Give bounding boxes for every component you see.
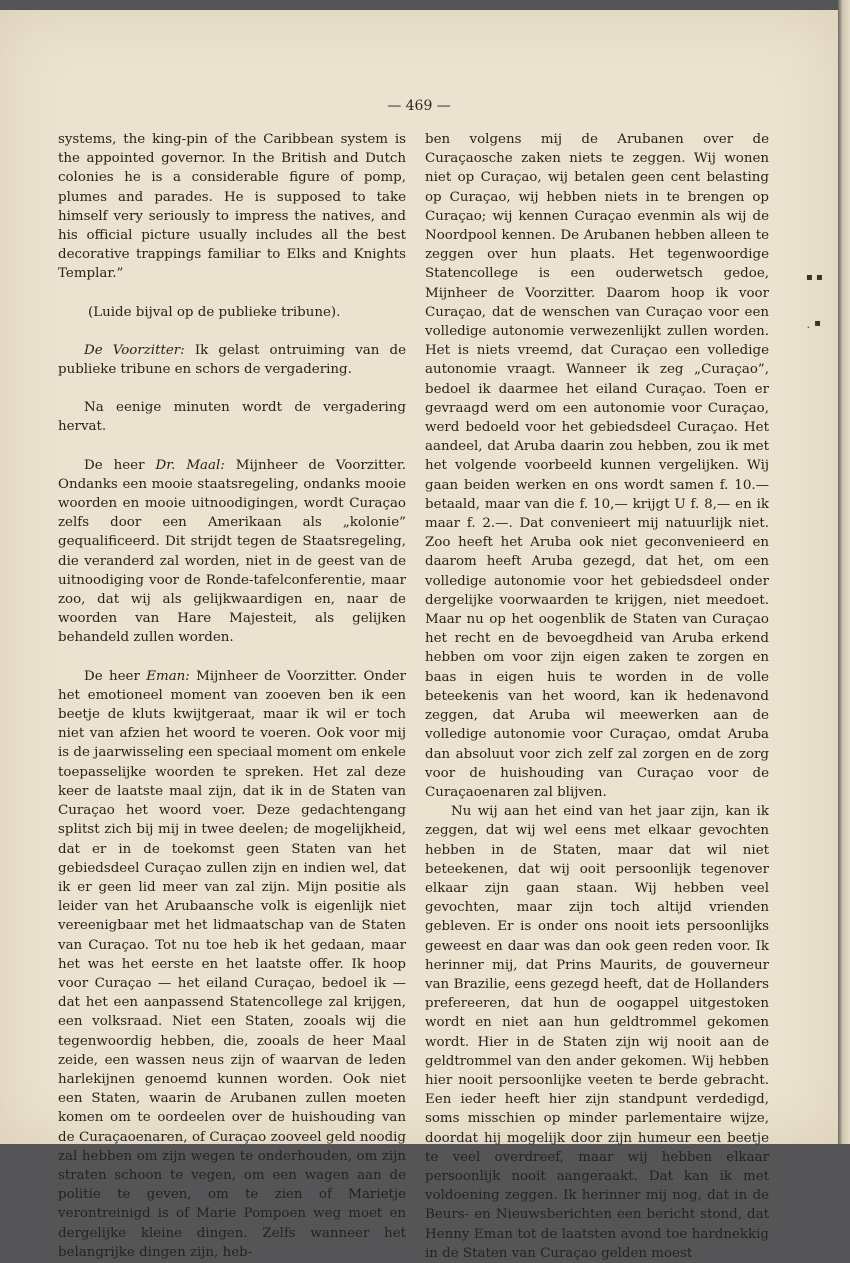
margin-mark: ˛ ▪ [806,318,821,329]
speaker-prefix: De heer [84,457,145,473]
paragraph: systems, the king-pin of the Caribbean system is the appointed governor. In the British and Dutch colonies he is a considerable figure of pomp, plumes and parades. He is supposed to take himself very seriously to impress the natives, and his official picture usually includes all the best decorative trappings familiar to Elks and Knights Templar.” [58,132,406,282]
speech-text: Ik gelast ontruiming van de publieke tribune en schors de vergadering. [58,342,406,378]
paragraph [58,667,406,1262]
left-column [58,130,406,1262]
paragraph [58,341,406,379]
speech-text: Mijnheer de Voorzitter. Onder het emotioneel moment van zooeven ben ik een beetje de kluts kwijtgeraat, maar ik wil er toch niet van afzien het woord te voeren. Ook voor mij is de jaarwisseling een speciaal moment om enkele toepasselijke woorden te spreken. Het zal deze keer de laatste maal zijn, dat ik in de Staten van Curaçao het woord voer. Deze gedachtengang splitst zich bij mij in twee deelen; de mogelijkheid, dat er in de toekomst geen Staten van het gebiedsdeel Curaçao zullen zijn en indien wel, dat ik er geen lid meer van zal zijn. Mijn positie als leider van het Arubaansche volk is eigenlijk niet vereenigbaar met het lidmaatschap van de Staten van Curaçao. Tot nu toe heb ik het gedaan, maar het was het eerste en het laatste offer. Ik hoop voor Curaçao — het eiland Curaçao, bedoel ik — dat het een aanpassend Statencollege zal krijgen, een volksraad. Niet een Staten, zooals wij die tegenwoordig hebben, die, zooals de heer Maal zeide, een wassen neus zijn of waarvan de leden harlekijnen genoemd kunnen worden. Ook niet een Staten, waarin de Arubanen zullen moeten komen om te oordeelen over de huishouding van de Curaçaoenaren, of Curaçao zooveel geld noodig zal hebben om zijn wegen te onderhouden, om zijn straten schoon te vegen, om een wagen aan de politie te geven, om te zien of Marietje verontreinigd is of Marie Pompoen weg moet en dergelijke kleine dingen. Zelfs wanneer het belangrijke dingen zijn, heb- [58,668,406,1260]
document-page [0,10,838,1261]
speaker-name: Eman: [146,668,190,684]
speaker-name: De Voorzitter: [84,342,185,358]
page-number: — 469 — [387,98,451,114]
margin-mark: ▪ ▪ [806,272,823,283]
paragraph: Na eenige minuten wordt de vergadering hervat. [58,400,406,435]
paragraph: Nu wij aan het eind van het jaar zijn, kan ik zeggen, dat wij wel eens met elkaar gevochten hebben in de Staten, maar dat wil niet beteekenen, dat wij ooit persoonlijk tegenover elkaar zijn gaan staan. Wij hebben veel gevochten, maar zijn toch altijd vrienden gebleven. Er is onder ons nooit iets persoonlijks geweest en daar was dan ook geen reden voor. Ik herinner mij, dat Prins Maurits, de gouverneur van Brazilie, eens gezegd heeft, dat de Hollanders prefereeren, dat hun de oogappel uitgestoken wordt en niet aan hun geldtrommel gekomen wordt. Hier in de Staten zijn wij nooit aan de geldtrommel van den ander gekomen. Wij hebben hier nooit persoonlijke veeten te berde gebracht. Een ieder heeft hier zijn standpunt verdedigd, soms misschien op minder parlementaire wijze, doordat hij mogelijk door zijn humeur een beetje te veel overdreef, maar wij hebben elkaar persoonlijk nooit aangeraakt. Dat kan ik met voldoening zeggen. Ik herinner mij nog, dat in de Beurs- en Nieuwsberichten een bericht stond, dat Henny Eman tot de laatsten avond toe hardnekkig in de Staten van Curaçao gelden moest [425,804,769,1261]
paragraph [58,456,406,648]
paragraph: ben volgens mij de Arubanen over de Curaçaosche zaken niets te zeggen. Wij wonen niet op Curaçao, wij betalen geen cent belasting op Curaçao, wij hebben niets in te brengen op Curaçao; wij kennen Curaçao evenmin als wij de Noordpool kennen. De Arubanen hebben alleen te zeggen over hun plaats. Het tegenwoordige Statencollege is een ouderwetsch gedoe, Mijnheer de Voorzitter. Daarom hoop ik voor Curaçao, dat de wenschen van Curaçao voor een volledige autonomie verwezenlijkt zullen worden. Het is niets vreemd, dat Curaçao een volledige autonomie vraagt. Wanneer ik zeg „Curaçao”, bedoel ik daarmee het eiland Curaçao. Toen er gevraagd werd om een autonomie voor Curaçao, werd bedoeld voor het gebiedsdeel Curaçao. Het aandeel, dat Aruba daarin zou hebben, zou ik met het volgende voorbeeld kunnen vergelijken. Wij gaan beiden werken en ons wordt samen f. 10.— betaald, maar van die f. 10,— krijgt U f. 8,— en ik maar f. 2.—. Dat convenieert mij natuurlijk niet. Zoo heeft het Aruba ook niet geconvenieerd en daarom heeft Aruba gezegd, dat het, om een volledige autonomie voor het gebiedsdeel onder dergelijke voorwaarden te krijgen, niet meedoet. Maar nu op het oogenblik de Staten van Curaçao het recht en de bevoegdheid van Aruba erkend hebben om voor zijn eigen zaken te zorgen en baas in eigen huis te worden in de volle beteekenis van het woord, kan ik hedenavond zeggen, dat Aruba wil meewerken aan de volledige autonomie voor Curaçao, omdat Aruba dan absoluut voor zich zelf zal zorgen en de zorg voor de huishouding van Curaçao voor de Curaçaoenaren zal blijven. [425,132,769,800]
page-edge [838,0,850,1144]
speaker-name: Dr. Maal: [155,457,225,473]
speaker-prefix: De heer [84,668,140,684]
speech-text: Mijnheer de Voorzitter. Ondanks een mooie staatsregeling, ondanks mooie woorden en mooie uitnoodigingen, wordt Curaçao zelfs door een Amerikaan als „kolonie” gequalificeerd. Dit strijdt tegen de Staatsregeling, die veranderd zal worden, niet in de geest van de uitnoodiging voor de Ronde-tafelconferentie, maar zoo, dat wij als gelijkwaardigen en, naar de woorden van Hare Majesteit, als gelijken behandeld zullen worden. [58,457,407,646]
right-column [425,130,769,1263]
paragraph: (Luide bijval op de publieke tribune). [88,304,341,320]
